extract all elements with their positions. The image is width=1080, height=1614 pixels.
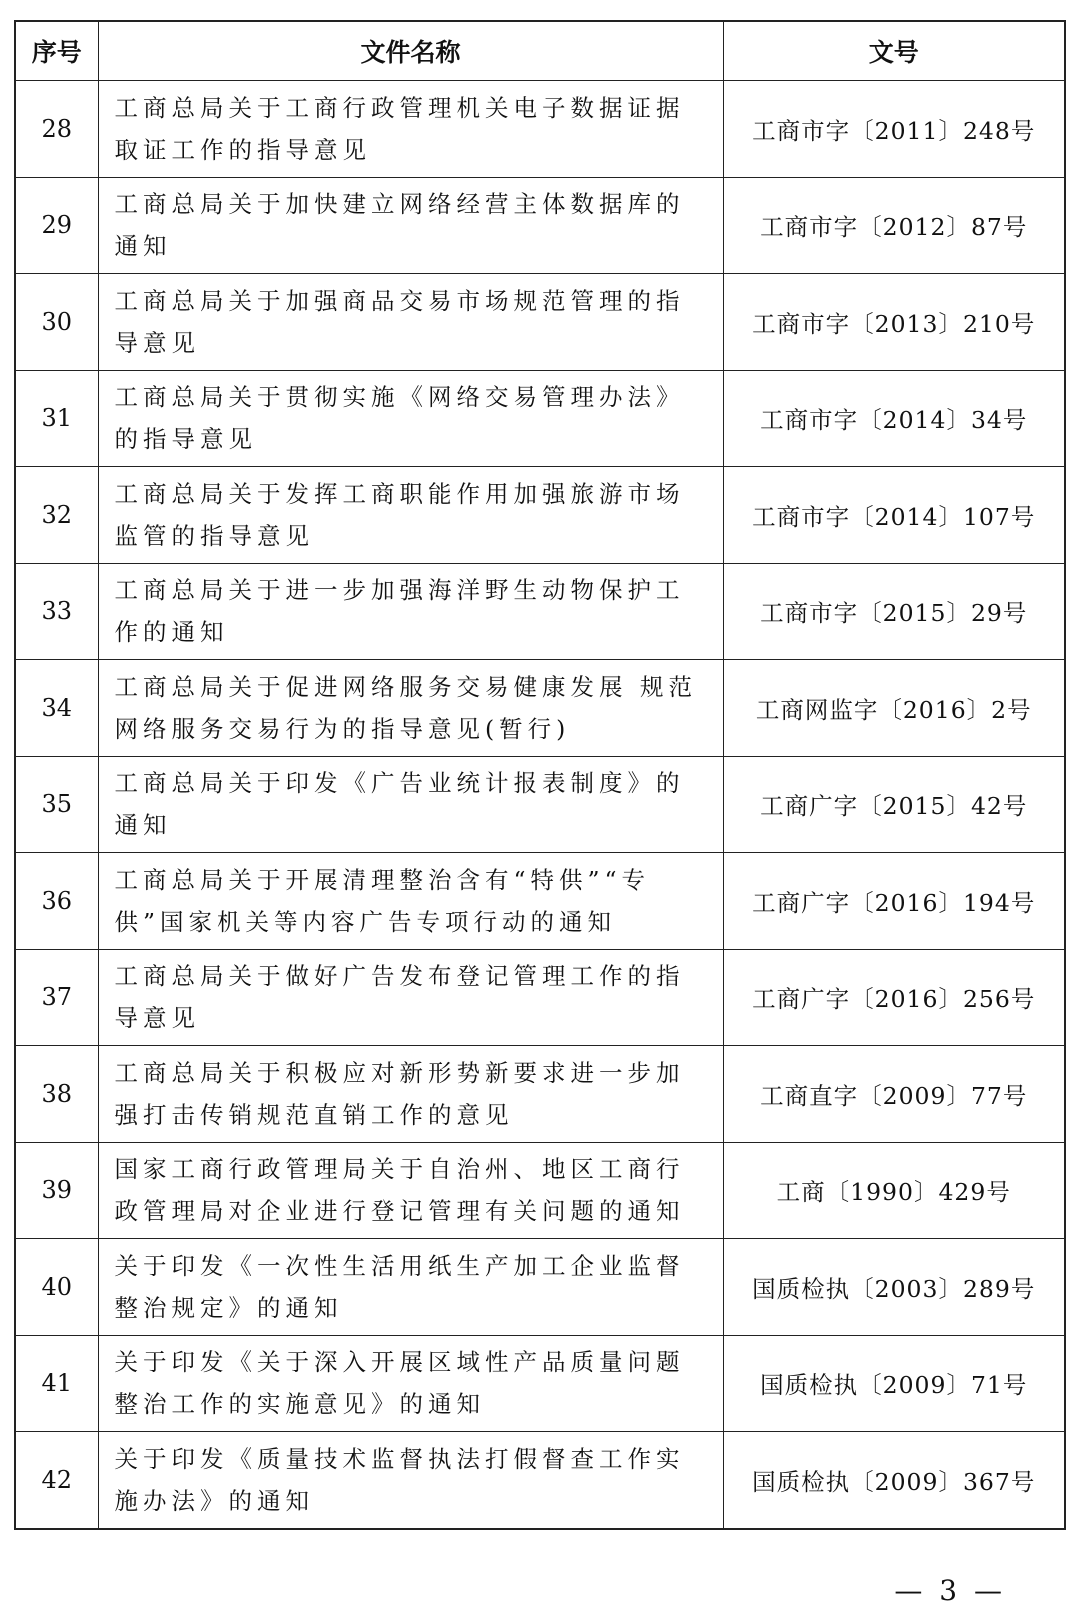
row-document-number: 工商市字〔2014〕34号 xyxy=(723,370,1065,467)
row-serial-number: 31 xyxy=(15,370,98,467)
table-row xyxy=(15,756,1065,853)
row-serial-number: 28 xyxy=(15,81,98,178)
row-document-number: 工商市字〔2011〕248号 xyxy=(723,81,1065,178)
header-serial-number: 序号 xyxy=(15,21,98,81)
row-document-name: 工商总局关于加快建立网络经营主体数据库的通知 xyxy=(98,177,723,274)
row-document-name: 关于印发《质量技术监督执法打假督查工作实施办法》的通知 xyxy=(98,1432,723,1529)
row-document-name: 工商总局关于加强商品交易市场规范管理的指导意见 xyxy=(98,274,723,371)
row-serial-number: 38 xyxy=(15,1046,98,1143)
document-list-table xyxy=(14,20,1066,1530)
row-serial-number: 33 xyxy=(15,563,98,660)
page-number: — 3 — xyxy=(894,1574,1006,1607)
row-document-number: 国质检执〔2003〕289号 xyxy=(723,1239,1065,1336)
row-document-name: 工商总局关于开展清理整治含有“特供”“专供”国家机关等内容广告专项行动的通知 xyxy=(98,853,723,950)
header-document-name: 文件名称 xyxy=(98,21,723,81)
row-document-name: 工商总局关于发挥工商职能作用加强旅游市场监管的指导意见 xyxy=(98,467,723,564)
table-row xyxy=(15,1432,1065,1529)
row-document-number: 工商直字〔2009〕77号 xyxy=(723,1046,1065,1143)
table-row xyxy=(15,853,1065,950)
row-serial-number: 29 xyxy=(15,177,98,274)
table-row xyxy=(15,370,1065,467)
table-row xyxy=(15,1142,1065,1239)
row-document-name: 工商总局关于积极应对新形势新要求进一步加强打击传销规范直销工作的意见 xyxy=(98,1046,723,1143)
row-document-name: 工商总局关于工商行政管理机关电子数据证据取证工作的指导意见 xyxy=(98,81,723,178)
row-serial-number: 37 xyxy=(15,949,98,1046)
table-row xyxy=(15,81,1065,178)
row-document-name: 工商总局关于促进网络服务交易健康发展 规范网络服务交易行为的指导意见(暂行) xyxy=(98,660,723,757)
table-row xyxy=(15,274,1065,371)
row-document-number: 工商网监字〔2016〕2号 xyxy=(723,660,1065,757)
row-document-number: 工商市字〔2013〕210号 xyxy=(723,274,1065,371)
table-row xyxy=(15,563,1065,660)
header-document-number: 文号 xyxy=(723,21,1065,81)
row-document-name: 工商总局关于进一步加强海洋野生动物保护工作的通知 xyxy=(98,563,723,660)
row-document-name: 关于印发《关于深入开展区域性产品质量问题整治工作的实施意见》的通知 xyxy=(98,1335,723,1432)
row-document-number: 工商广字〔2016〕194号 xyxy=(723,853,1065,950)
row-document-number: 工商市字〔2014〕107号 xyxy=(723,467,1065,564)
table-row xyxy=(15,177,1065,274)
row-serial-number: 30 xyxy=(15,274,98,371)
row-document-number: 国质检执〔2009〕71号 xyxy=(723,1335,1065,1432)
row-serial-number: 40 xyxy=(15,1239,98,1336)
row-serial-number: 39 xyxy=(15,1142,98,1239)
row-document-name: 关于印发《一次性生活用纸生产加工企业监督整治规定》的通知 xyxy=(98,1239,723,1336)
table-row xyxy=(15,949,1065,1046)
row-document-number: 工商广字〔2016〕256号 xyxy=(723,949,1065,1046)
row-serial-number: 32 xyxy=(15,467,98,564)
row-document-number: 国质检执〔2009〕367号 xyxy=(723,1432,1065,1529)
row-document-name: 工商总局关于做好广告发布登记管理工作的指导意见 xyxy=(98,949,723,1046)
row-serial-number: 35 xyxy=(15,756,98,853)
table-row xyxy=(15,1335,1065,1432)
row-serial-number: 42 xyxy=(15,1432,98,1529)
row-document-number: 工商广字〔2015〕42号 xyxy=(723,756,1065,853)
table-row xyxy=(15,1239,1065,1336)
row-document-name: 工商总局关于印发《广告业统计报表制度》的通知 xyxy=(98,756,723,853)
row-serial-number: 34 xyxy=(15,660,98,757)
row-serial-number: 41 xyxy=(15,1335,98,1432)
row-document-name: 国家工商行政管理局关于自治州、地区工商行政管理局对企业进行登记管理有关问题的通知 xyxy=(98,1142,723,1239)
row-document-name: 工商总局关于贯彻实施《网络交易管理办法》的指导意见 xyxy=(98,370,723,467)
table-header-row xyxy=(15,21,1065,81)
table-row xyxy=(15,1046,1065,1143)
table-row xyxy=(15,660,1065,757)
row-document-number: 工商〔1990〕429号 xyxy=(723,1142,1065,1239)
row-serial-number: 36 xyxy=(15,853,98,950)
table-row xyxy=(15,467,1065,564)
row-document-number: 工商市字〔2015〕29号 xyxy=(723,563,1065,660)
row-document-number: 工商市字〔2012〕87号 xyxy=(723,177,1065,274)
